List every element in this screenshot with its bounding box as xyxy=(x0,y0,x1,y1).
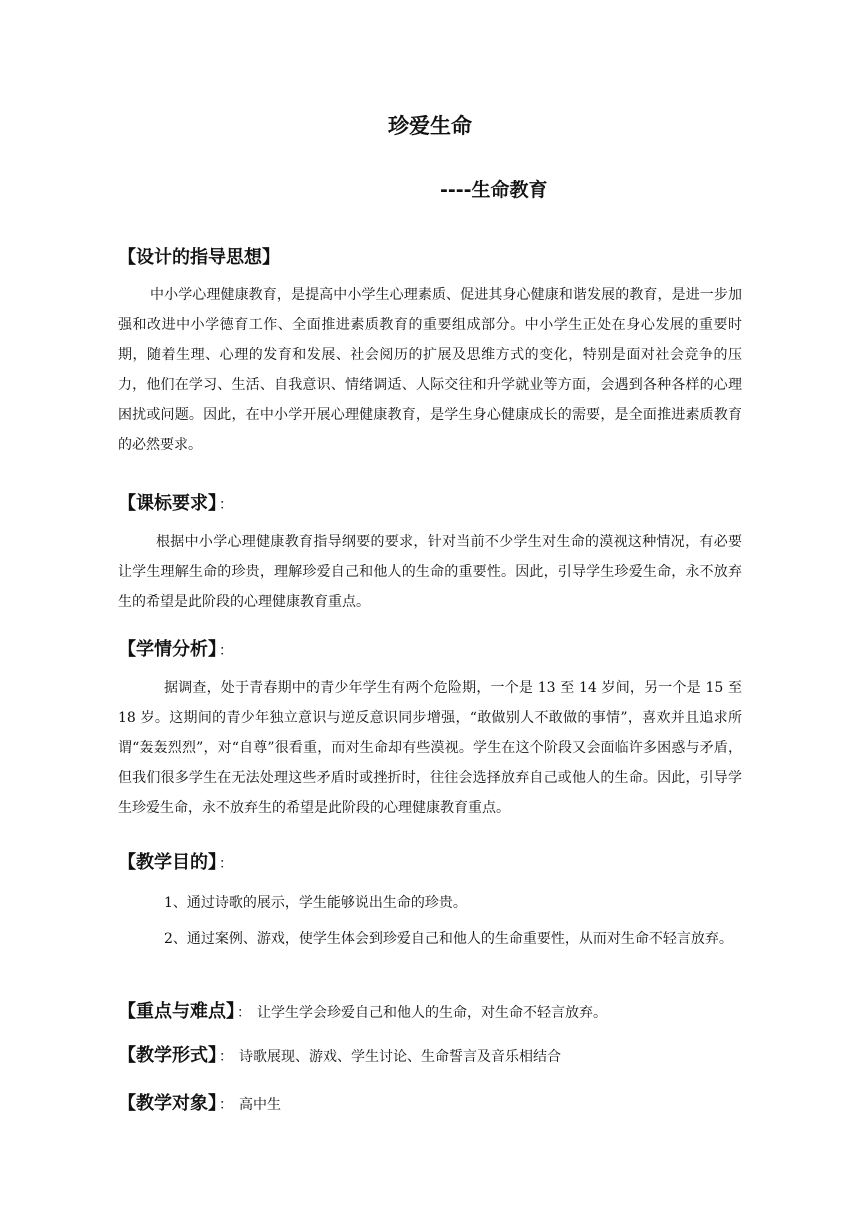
heading-text: 【课标要求】 xyxy=(118,493,217,514)
heading-text: 【教学目的】 xyxy=(118,852,217,873)
section-heading-format xyxy=(118,1042,561,1071)
document-subtitle: ----生命教育 xyxy=(440,179,548,201)
key-points-text: 让学生学会珍爱自己和他人的生命，对生命不轻言放弃。 xyxy=(257,1005,607,1021)
objective-item: 1、通过诗歌的展示，学生能够说出生命的珍贵。 xyxy=(164,895,467,911)
heading-colon: ： xyxy=(219,1097,233,1113)
heading-colon: ： xyxy=(219,497,233,513)
section-heading-curriculum xyxy=(118,490,233,519)
heading-text: 【教学形式】 xyxy=(118,1045,217,1066)
section-heading-objectives xyxy=(118,849,233,878)
heading-text: 【学情分析】 xyxy=(118,639,217,660)
paragraph-student-analysis: 据调查，处于青春期中的青少年学生有两个危险期，一个是 13 至 14 岁间，另一个是 15 至 18 岁。这期间的青少年独立意识与逆反意识同步增强，“敢做别人不敢做的事情”，喜欢并且追求所谓“轰轰烈烈”，对“自尊”很看重，而对生命却有些漠视。学生在这个阶段又会面临许多困惑与矛盾，但我们很多学生在无法处理这些矛盾时或挫折时，往往会选择放弃自己或他人的生命。因此，引导学生珍爱生命，永不放弃生的希望是此阶段的心理健康教育重点。 xyxy=(118,680,742,816)
heading-text: 【重点与难点】 xyxy=(118,1001,235,1022)
section-heading-key-points xyxy=(118,998,607,1027)
section-heading-student-analysis xyxy=(118,636,233,665)
document-title: 珍爱生命 xyxy=(388,114,472,138)
paragraph-curriculum: 根据中小学心理健康教育指导纲要的要求，针对当前不少学生对生命的漠视这种情况，有必要让学生理解生命的珍贵，理解珍爱自己和他人的生命的重要性。因此，引导学生珍爱生命，永不放弃生的希望是此阶段的心理健康教育重点。 xyxy=(118,534,742,610)
format-text: 诗歌展现、游戏、学生讨论、生命誓言及音乐相结合 xyxy=(239,1049,561,1065)
section-heading-guiding-thought xyxy=(118,244,280,272)
heading-colon: ： xyxy=(219,1049,233,1065)
heading-text: 【教学对象】 xyxy=(118,1093,217,1114)
heading-colon: ： xyxy=(237,1005,251,1021)
paragraph-guiding-thought: 中小学心理健康教育，是提高中小学生心理素质、促进其身心健康和谐发展的教育，是进一步加强和改进中小学德育工作、全面推进素质教育的重要组成部分。中小学生正处在身心发展的重要时期，随着生理、心理的发育和发展、社会阅历的扩展及思维方式的变化，特别是面对社会竞争的压力，他们在学习、生活、自我意识、情绪调适、人际交往和升学就业等方面，会遇到各种各样的心理困扰或问题。因此，在中小学开展心理健康教育，是学生身心健康成长的需要，是全面推进素质教育的必然要求。 xyxy=(118,287,742,453)
heading-text: 【设计的指导思想】 xyxy=(118,247,280,268)
objective-item: 2、通过案例、游戏，使学生体会到珍爱自己和他人的生命重要性，从而对生命不轻言放弃。 xyxy=(164,931,733,947)
audience-text: 高中生 xyxy=(239,1097,281,1113)
heading-colon: ： xyxy=(219,856,233,872)
heading-colon: ： xyxy=(219,643,233,659)
section-heading-audience xyxy=(118,1090,281,1119)
